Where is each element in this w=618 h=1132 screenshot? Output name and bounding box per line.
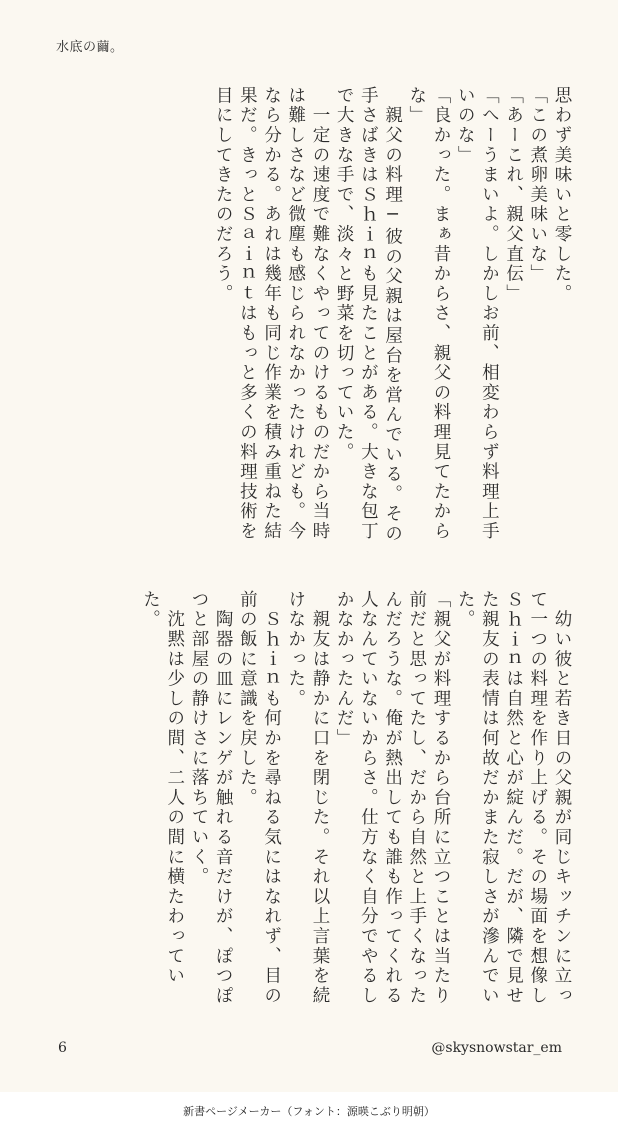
vertical-text-block-bottom: 幼い彼と若き日の父親が同じキッチンに立って一つの料理を作り上げる。その場面を想像しＳｈｉｎは自然と心が綻んだ。だが、隣で見せた親友の表情は何故だかまた寂しさが滲んでいた。 「親父が料理するから台所に立つことは当たり前だと思ってたし、だから自然と上手くなったんだろうな。俺が熱出しても誰も作ってくれる人なんていないからさ。仕方なく自分でやるしかなかったんだ」 親友は静かに口を閉じた。それ以上言葉を続けなかった。 Ｓｈｉｎも何かを尋ねる気にはなれず、目の前の飯に意識を戻した。 陶器の皿にレンゲが触れる音だけが、ぽつぽつと部屋の静けさに落ちていく。 沈黙は少しの間、二人の間に横たわっていた。	[140, 590, 572, 1006]
running-title: 水底の繭。	[56, 40, 124, 55]
page-number: 6	[58, 1040, 67, 1056]
author-handle: @skysnowstar_em	[431, 1040, 562, 1056]
vertical-text-block-top: 思わず美味いと零した。 「この煮卵美味いな」 「あーこれ、親父直伝」 「へーうまいよ。しかしお前、相変わらず料理上手いのな」 「良かった。まぁ昔からさ、親父の料理見てたからな」 親父の料理─彼の父親は屋台を営んでいる。その手さばきはＳｈｉｎも見たことがある。大きな包丁で大きな手で、淡々と野菜を切っていた。 一定の速度で難なくやってのけるものだから当時は難しさなど微塵も感じられなかったけれども。今なら分かる。あれは幾年も同じ作業を積み重ねた結果だ。きっとＳａｉｎｔはもっと多くの料理技術を目にしてきたのだろう。	[213, 86, 572, 544]
credit-footer: 新書ページメーカー（フォント：源暎こぶり明朝）	[0, 1092, 618, 1132]
